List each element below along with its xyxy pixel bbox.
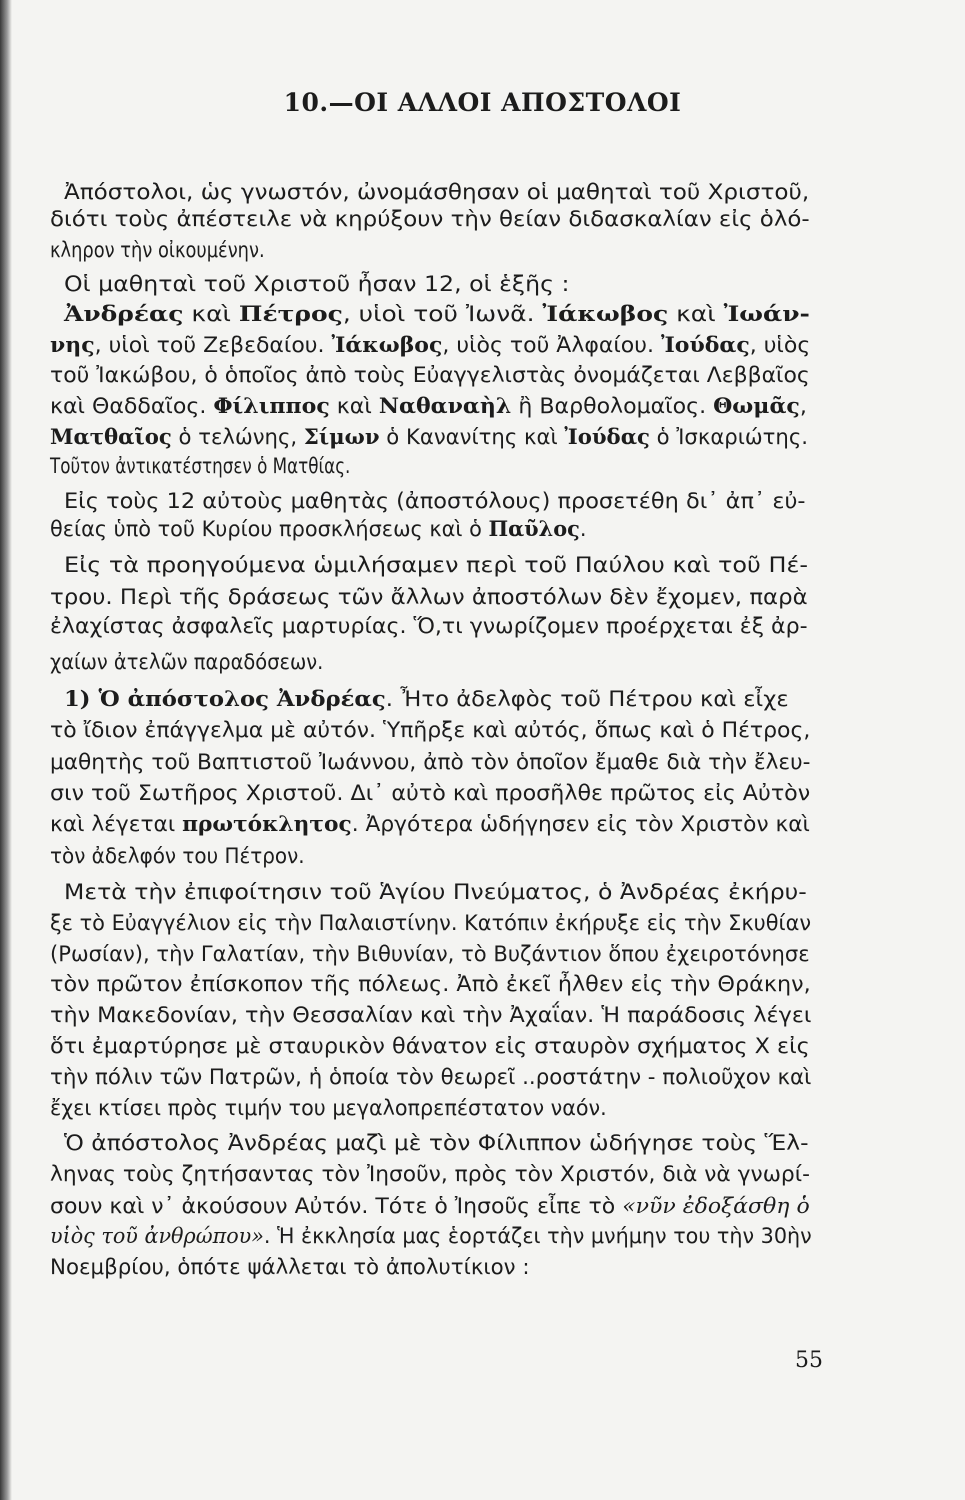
text-run: σιν τοῦ Σωτῆρος Χριστοῦ. Δι᾿ αὐτὸ καὶ προσῆλθε πρῶτος εἰς Αὐτὸν	[50, 781, 811, 806]
text-run: Τοῦτον ἀντικατέστησεν ὁ Ματθίας.	[50, 454, 351, 479]
text-line	[50, 648, 323, 678]
bold-text: Ἰούδας	[564, 425, 650, 450]
bold-text: Ἰούδας	[660, 333, 750, 358]
text-line	[50, 748, 810, 778]
text-run: ἔχει κτίσει πρὸς τιμήν του μεγαλοπρεπέστατον ναόν.	[50, 1096, 607, 1121]
text-run: , υἱὸς τοῦ Ἀλφαίου.	[442, 333, 661, 358]
italic-text: υἱὸς τοῦ ἀνθρώπου»	[50, 1224, 264, 1249]
bold-text: Ναθαναὴλ	[378, 394, 512, 419]
text-run: τὸ ἴδιον ἐπάγγελμα μὲ αὐτόν. Ὑπῆρξε καὶ αὐτός, ὅπως καὶ ὁ Πέτρος,	[50, 718, 811, 743]
bold-text: Ματθαῖος	[50, 425, 172, 450]
text-line	[64, 487, 806, 517]
text-line	[50, 205, 810, 235]
bold-text: Ἰωάν-	[723, 302, 810, 327]
text-run: ὁ Ἰσκαριώτης.	[649, 425, 809, 450]
bold-text: Ἰάκωβος	[331, 333, 443, 358]
text-run: Εἰς τοὺς 12 αὐτοὺς μαθητὰς (ἀποστόλους) προσετέθη δι᾿ ἀπ᾿ εὐ-	[64, 489, 806, 514]
text-run: ὁ τελώνης,	[171, 425, 304, 450]
text-line	[50, 392, 807, 422]
text-run: τὴν Μακεδονίαν, τὴν Θεσσαλίαν καὶ τὴν Ἀχαΐαν. Ἡ παράδοσις λέγει	[50, 1003, 812, 1028]
chapter-title: 10.—ΟΙ ΑΛΛΟΙ ΑΠΟΣΤΟΛΟΙ	[283, 88, 682, 117]
bold-text: 1) Ὁ ἀπόστολος Ἀνδρέας	[64, 687, 386, 712]
text-line	[50, 612, 808, 642]
text-line	[64, 270, 569, 300]
text-line	[50, 842, 305, 872]
text-run: , υἱοὶ τοῦ Ἰωνᾶ.	[342, 302, 543, 327]
text-line	[64, 878, 807, 908]
text-run: , υἱὸς	[749, 333, 811, 358]
text-run: καὶ	[183, 302, 239, 327]
bold-text: Πέτρος	[238, 302, 343, 327]
text-line	[50, 810, 810, 840]
text-line	[50, 583, 808, 613]
text-run: . Ἦτο ἀδελφὸς τοῦ Πέτρου καὶ εἶχε	[385, 687, 789, 712]
text-run: Οἱ μαθηταὶ τοῦ Χριστοῦ ἦσαν 12, οἱ ἑξῆς :	[64, 272, 570, 297]
text-run: Ὁ ἀπόστολος Ἀνδρέας μαζὶ μὲ τὸν Φίλιππον ὡδήγησε τοὺς Ἕλ-	[64, 1131, 809, 1156]
text-line	[50, 779, 810, 809]
bold-text: Θωμᾶς	[713, 394, 800, 419]
text-run: (Ρωσίαν), τὴν Γαλατίαν, τὴν Βιθυνίαν, τὸ Βυζάντιον ὅπου ἐχειροτόνησε	[50, 942, 810, 967]
text-line	[50, 940, 810, 970]
text-line	[50, 1063, 811, 1093]
text-run: μαθητὴς τοῦ Βαπτιστοῦ Ἰωάννου, ἀπὸ τὸν ὁποῖον ἔμαθε διὰ τὴν ἔλευ-	[50, 750, 811, 775]
text-line	[50, 970, 811, 1000]
text-run: Εἰς τὰ προηγούμενα ὡμιλήσαμεν περὶ τοῦ Παύλου καὶ τοῦ Πέ-	[64, 553, 809, 578]
text-run: τοῦ Ἰακώβου, ὁ ὁποῖος ἀπὸ τοὺς Εὐαγγελιστὰς ὀνομάζεται Λεββαῖος	[50, 363, 810, 388]
bold-text: Σίμων	[303, 425, 380, 450]
text-run: ξε τὸ Εὐαγγέλιον εἰς τὴν Παλαιστίνην. Κατόπιν ἐκήρυξε εἰς τὴν Σκυθίαν	[50, 911, 812, 936]
text-run: ὅτι ἐμαρτύρησε μὲ σταυρικὸν θάνατον εἰς σταυρὸν σχήματος Χ εἰς	[50, 1034, 810, 1059]
text-line	[64, 300, 810, 330]
text-run: τὸν ἀδελφόν του Πέτρον.	[50, 844, 305, 869]
bold-text: Ἰάκωβος	[542, 302, 669, 327]
text-line	[50, 716, 810, 746]
text-run: ἐλαχίστας ἀσφαλεῖς μαρτυρίας. Ὅ,τι γνωρίζομεν προέρχεται ἐξ ἀρ-	[50, 614, 808, 639]
text-run: τὸν πρῶτον ἐπίσκοπον τῆς πόλεως. Ἀπὸ ἐκεῖ ἦλθεν εἰς τὴν Θράκην,	[50, 972, 811, 997]
bold-text: πρωτόκλητος	[182, 812, 352, 837]
text-run: καὶ λέγεται	[50, 812, 183, 837]
text-run: τρου. Περὶ τῆς δράσεως τῶν ἄλλων ἀποστόλων δὲν ἔχομεν, παρὰ	[50, 585, 808, 610]
bold-text: Παῦλος	[488, 517, 580, 542]
text-line	[50, 1192, 810, 1222]
text-run: Ἀπόστολοι, ὡς γνωστόν, ὠνομάσθησαν οἱ μαθηταὶ τοῦ Χριστοῦ,	[64, 180, 810, 205]
italic-text: «νῦν ἐδοξάσθη ὁ	[622, 1194, 810, 1219]
text-run: θείας ὑπὸ τοῦ Κυρίου προσκλήσεως καὶ ὁ	[50, 517, 489, 542]
text-run: καὶ	[329, 394, 379, 419]
text-run: ὁ Κανανίτης καὶ	[379, 425, 565, 450]
text-line	[64, 178, 809, 208]
text-line	[50, 1094, 607, 1124]
text-run: ,	[799, 394, 807, 419]
text-run: τὴν πόλιν τῶν Πατρῶν, ἡ ὁποία τὸν θεωρεῖ ..ροστάτην - πολιοῦχον καὶ	[50, 1065, 812, 1090]
page-number: 55	[795, 1348, 823, 1373]
bold-text: Φίλιππος	[213, 394, 330, 419]
text-line	[50, 1222, 812, 1252]
text-line	[50, 423, 808, 453]
text-run: . Ἡ ἐκκλησία μας ἑορτάζει τὴν μνήμην του τὴν 30ὴν	[263, 1224, 812, 1249]
text-line	[50, 452, 350, 482]
text-line	[50, 1160, 810, 1190]
text-line	[64, 1129, 809, 1159]
text-run: ἢ Βαρθολομαῖος.	[511, 394, 714, 419]
text-line	[50, 909, 811, 939]
text-run: Νοεμβρίου, ὁπότε ψάλλεται τὸ ἀπολυτίκιον :	[50, 1255, 530, 1280]
text-line	[50, 1253, 530, 1283]
text-line	[50, 1032, 810, 1062]
text-run: .	[579, 517, 587, 542]
text-run: Μετὰ τὴν ἐπιφοίτησιν τοῦ Ἁγίου Πνεύματος, ὁ Ἀνδρέας ἐκήρυ-	[64, 880, 807, 905]
text-line	[50, 1001, 811, 1031]
text-run: ληνας τοὺς ζητήσαντας τὸν Ἰησοῦν, πρὸς τὸν Χριστόν, διὰ νὰ γνωρί-	[50, 1162, 810, 1187]
text-run: καὶ Θαδδαῖος.	[50, 394, 214, 419]
text-run: κληρον τὴν οἰκουμένην.	[50, 238, 265, 263]
text-line	[50, 515, 586, 545]
text-run: σουν καὶ ν᾿ ἀκούσουν Αὐτόν. Τότε ὁ Ἰησοῦς εἶπε τὸ	[50, 1194, 623, 1219]
text-run: διότι τοὺς ἀπέστειλε νὰ κηρύξουν τὴν θείαν διδασκαλίαν εἰς ὁλό-	[50, 207, 810, 232]
text-line	[50, 331, 810, 361]
bold-text: Ἀνδρέας	[64, 302, 184, 327]
text-line	[64, 685, 789, 715]
text-line	[50, 361, 810, 391]
page-binding-edge	[0, 0, 12, 1500]
text-run: . Ἀργότερα ὡδήγησεν εἰς τὸν Χριστὸν καὶ	[351, 812, 810, 837]
text-run: καὶ	[668, 302, 724, 327]
bold-text: νης	[50, 333, 95, 358]
text-line	[64, 551, 808, 581]
text-line	[50, 236, 265, 266]
text-run: , υἱοὶ τοῦ Ζεβεδαίου.	[94, 333, 332, 358]
text-run: χαίων ἀτελῶν παραδόσεων.	[50, 650, 324, 675]
